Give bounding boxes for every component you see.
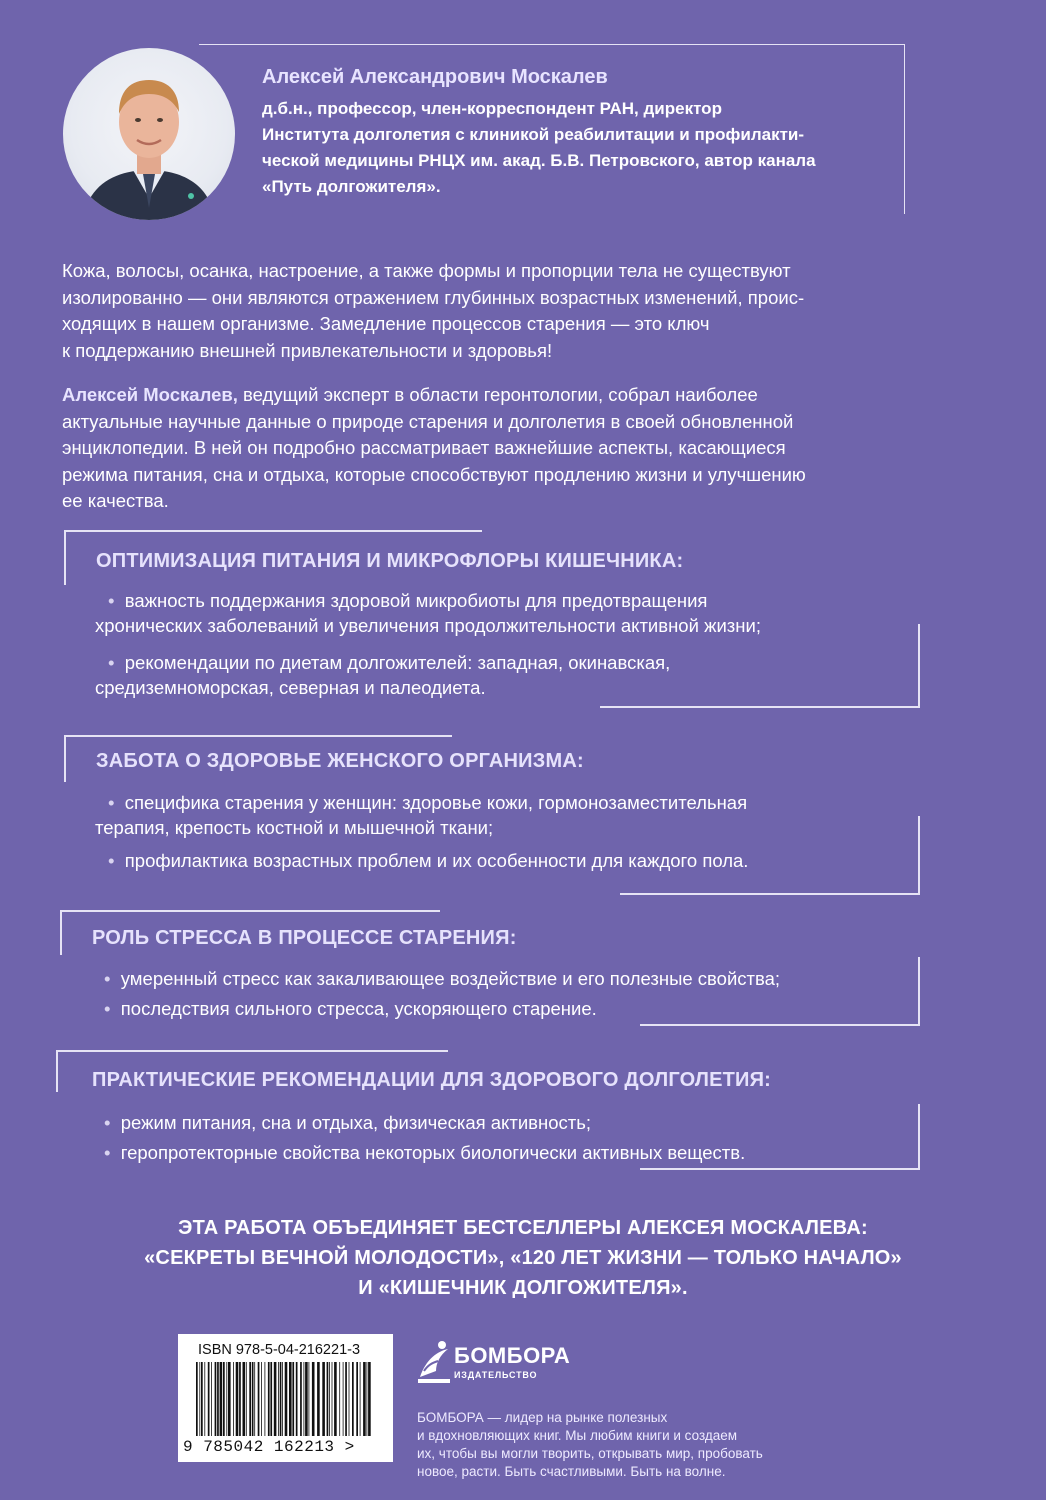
author-portrait-icon [63, 48, 235, 220]
section-divider [640, 1168, 920, 1170]
section-divider [620, 893, 920, 895]
section-divider [64, 530, 482, 532]
author-description: д.б.н., профессор, член-корреспондент РАН, директор Института долголетия с клиникой реабилитации и профилакти- ческой медицины РНЦХ им. акад. Б.В. Петровского, автор канала «Путь долгожителя». [262, 99, 816, 196]
section-divider [64, 735, 452, 737]
section-divider [64, 735, 66, 782]
section-title: ОПТИМИЗАЦИЯ ПИТАНИЯ И МИКРОФЛОРЫ КИШЕЧНИКА: [96, 550, 684, 572]
section-title: ПРАКТИЧЕСКИЕ РЕКОМЕНДАЦИИ ДЛЯ ЗДОРОВОГО ДОЛГОЛЕТИЯ: [92, 1069, 772, 1091]
section-divider [918, 1104, 920, 1169]
author-name: Алексей Александрович Москалев [262, 66, 608, 88]
list-item: • рекомендации по диетам долгожителей: западная, окинавская, средиземноморская, северная и палеодиета. [95, 652, 671, 698]
section-title: ЗАБОТА О ЗДОРОВЬЕ ЖЕНСКОГО ОРГАНИЗМА: [96, 750, 584, 772]
author-highlight: Алексей Москалев, [62, 384, 238, 405]
section-divider [60, 910, 62, 955]
section-divider [64, 530, 66, 585]
intro-paragraph-1: Кожа, волосы, осанка, настроение, а также формы и пропорции тела не существуют изолированно — они являются отражением глубинных возрастных изменений, проис- ходящих в нашем организме. Замедление процессов старения — это ключ к поддержанию внешней привлекательности и здоровья! [62, 260, 805, 361]
section-divider [918, 957, 920, 1025]
intro-text [62, 258, 992, 533]
section-divider [56, 1050, 448, 1052]
bestsellers-note: ЭТА РАБОТА ОБЪЕДИНЯЕТ БЕСТСЕЛЛЕРЫ АЛЕКСЕЯ МОСКАЛЕВА: «СЕКРЕТЫ ВЕЧНОЙ МОЛОДОСТИ», «120 ЛЕТ ЖИЗНИ — ТОЛЬКО НАЧАЛО» И «КИШЕЧНИК ДОЛГОЖИТЕЛЯ». [144, 1217, 902, 1299]
publisher-description: БОМБОРА — лидер на рынке полезных и вдохновляющих книг. Мы любим книги и создаем их, чтобы вы могли творить, открывать мир, пробовать новое, расти. Быть счастливыми. Быть на волне. [417, 1410, 763, 1479]
list-item: • профилактика возрастных проблем и их особенности для каждого пола. [108, 850, 749, 871]
author-photo [63, 48, 235, 220]
section-title: РОЛЬ СТРЕССА В ПРОЦЕССЕ СТАРЕНИЯ: [92, 927, 517, 949]
section-divider [640, 1024, 920, 1026]
section-divider [56, 1050, 58, 1092]
section-divider [918, 624, 920, 707]
list-item: • геропротекторные свойства некоторых биологически активных веществ. [104, 1142, 746, 1163]
isbn-label: ISBN 978-5-04-216221-3 [198, 1342, 361, 1358]
intro-paragraph-2: Алексей Москалев, ведущий эксперт в области геронтологии, собрал наиболее актуальные научные данные о природе старения и долголетия в своей обновленной энциклопедии. В ней он подробно рассматривает важнейшие аспекты, касающиеся режима питания, сна и отдыха, которые способствуют продлению жизни и улучшению ее качества. [62, 384, 806, 511]
list-item: • важность поддержания здоровой микробиоты для предотвращения хронических заболеваний и увеличения продолжительности активной жизни; [95, 590, 761, 636]
section-divider [60, 910, 440, 912]
section-divider [600, 706, 920, 708]
list-item: • режим питания, сна и отдыха, физическая активность; [104, 1112, 591, 1133]
section-divider [918, 816, 920, 894]
publisher-logo: БОМБОРА ИЗДАТЕЛЬСТВО [416, 1337, 566, 1397]
barcode-icon [196, 1362, 374, 1436]
barcode-digits: 9 785042 162213 > [183, 1438, 355, 1456]
list-item: • специфика старения у женщин: здоровье кожи, гормонозаместительная терапия, крепость костной и мышечной ткани; [95, 792, 748, 838]
bombora-wave-icon [416, 1337, 452, 1385]
barcode-box [178, 1334, 393, 1462]
list-item: • последствия сильного стресса, ускоряющего старение. [104, 998, 597, 1019]
list-item: • умеренный стресс как закаливающее воздействие и его полезные свойства; [104, 968, 781, 989]
